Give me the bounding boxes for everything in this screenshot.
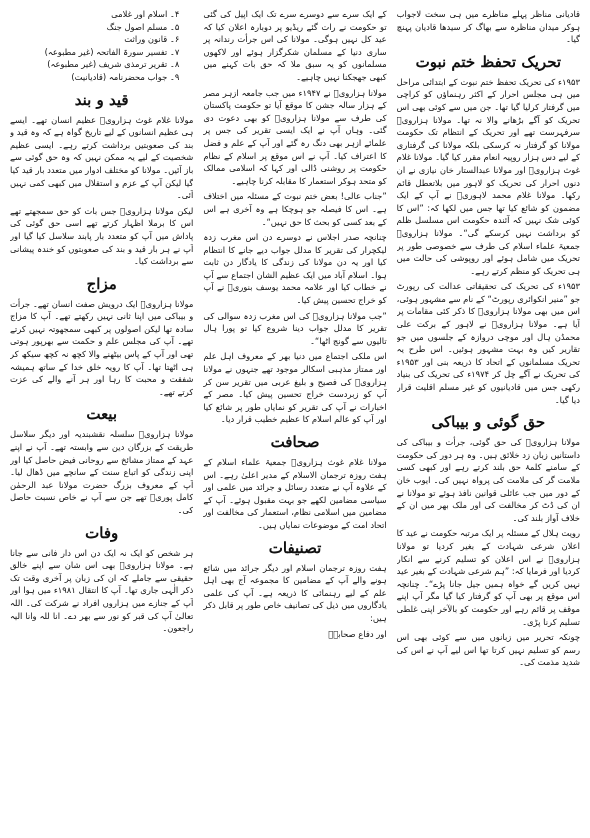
paragraph: کے ایک سرے سے دوسرے سرے تک ایک اپیل کی گئی تو حکومت نے رات گئے ریڈیو پر دوبارہ اعلان کیا کہ عید کل نہیں ہوگی۔ مولانا کی اس جرأت رندانہ پر ساری دنیا کے مسلمان شکرگزار ہوئے اور لاکھوں مسلمانوں کو یہ سبق ملا کہ حق بات کہنے میں کبھی جھجکنا نہیں چاہیے۔ — [203, 9, 387, 82]
section-heading-mizaj: مزاج — [86, 274, 117, 293]
paragraph: لیکن مولانا ہزارویؒ جس بات کو حق سمجھتے تھے اس کا برملا اظہار کرتے تھے اسی حق گوئی کی پاداش میں آپ کو متعدد بار پابند سلاسل کیا گیا اور آپ نے ہر بار قید و بند کی صعوبتوں کو خندہ پیشانی سے برداشت کیا۔ — [10, 205, 194, 267]
list-item: ۸۔ تقریر ترمذی شریف (غیر مطبوعہ) — [47, 59, 180, 70]
column-right — [397, 8, 580, 830]
paragraph: مولانا غلام غوث ہزارویؒ جمعیۃ علماء اسلام کے ہفت روزہ ترجمان الاسلام کے مدیر اعلیٰ رہے۔ اس کے علاوہ آپ نے متعدد رسائل و جرائد میں علمی اور سیاسی مضامین لکھے جو بہت مقبول ہوئے۔ آپ کے مضامین میں اسلامی نظام، استعمار کی مخالفت اور اتحاد امت کے موضوعات نمایاں ہیں۔ — [203, 457, 387, 530]
quote: ”جب مولانا ہزارویؒ کی اس مغرب زدہ سوالی کی تقریر کا مدلل جواب دینا شروع کیا تو پورا ہال تالیوں سے گونج اٹھا“۔ — [203, 310, 387, 346]
paragraph: ۱۹۵۳ء کی تحریک کی تحقیقاتی عدالت کی رپورٹ جو ”منیر انکوائری رپورٹ“ کے نام سے مشہور ہوئی، اس میں بھی مولانا ہزارویؒ کا ذکر کئی مقامات پر آیا ہے۔ مولانا ہزارویؒ نے لاہور کے برکت علی محمڈن ہال اور موچی دروازہ کے جلسوں میں جو تقاریر کیں وہ بہت مشہور ہوئیں۔ اس طرح یہ تحریک مسلمانوں کے اتحاد کا ذریعہ بنی اور ۱۹۵۳ء کی تحریک نے آگے چل کر ۱۹۷۴ء کی تحریک کی بنیاد رکھی جس میں قادیانیوں کو غیر مسلم اقلیت قرار دیا گیا۔ — [396, 281, 580, 405]
works-list — [10, 8, 193, 84]
paragraph: مولانا ہزارویؒ کی حق گوئی، جرأت و بیباکی کی داستانیں زبان زد خلائق ہیں۔ وہ ہر دور کی حکومت کے سامنے کلمۂ حق بلند کرتے رہے اور کبھی کسی ملامت گر کی ملامت کی پرواہ نہیں کی۔ ایوب خان کے دور میں جب عائلی قوانین نافذ ہوئے تو مولانا نے ان کی ڈٹ کر مخالفت کی اور ملک بھر میں ان کے خلاف آواز بلند کی۔ — [396, 437, 580, 523]
paragraph: رویت ہلال کے مسئلہ پر ایک مرتبہ حکومت نے عید کا اعلان شرعی شہادت کے بغیر کردیا تو مولانا ہزارویؒ نے اس اعلان کو تسلیم کرنے سے انکار کردیا اور فرمایا کہ: ”ہم شرعی شہادت کے بغیر عید نہیں کریں گے خواہ ہمیں جیل جانا پڑے“۔ چنانچہ اس موقع پر بھی آپ کو گرفتار کیا گیا مگر آپ اپنے موقف پر قائم رہے اور حکومت کو بالآخر اپنی غلطی تسلیم کرنا پڑی۔ — [396, 528, 580, 627]
list-item: ۷۔ تفسیر سورۃ الفاتحہ (غیر مطبوعہ) — [44, 46, 180, 57]
paragraph: مولانا ہزارویؒ سلسلہ نقشبندیہ اور دیگر سلاسل طریقت کے بزرگان دین سے وابستہ تھے۔ آپ نے اپنے عہد کے ممتاز مشائخ سے روحانی فیض حاصل کیا اور اپنی زندگی کو اتباع سنت کے سانچے میں ڈھال لیا۔ آپ کے معروف بزرگ حضرت مولانا عبد الرحمٰن کامل پوریؒ تھے جن سے آپ نے خاص نسبت حاصل کی۔ — [10, 429, 194, 515]
section-heading-sahafat: صحافت — [270, 433, 320, 451]
section-heading-wafat: وفات — [85, 523, 119, 542]
paragraph: اس ملکی اجتماع میں دنیا بھر کے معروف اہل علم اور ممتاز مذہبی اسکالر موجود تھے جنہوں نے مولانا ہزارویؒ کی فصیح و بلیغ عربی میں تقریر سن کر آپ کو زبردست خراج تحسین پیش کیا۔ مصر کے اخبارات نے آپ کی تقریر کو نمایاں طور پر شائع کیا اور آپ کو عالم اسلام کا عظیم خطیب قرار دیا۔ — [203, 351, 387, 425]
paragraph: چنانچہ صدر اجلاس نے دوسرے دن اس مغرب زدہ لیکچرار کی تقریر کا مدلل جواب دیے جانے کا انتظام کیا اور یہ دن مولانا کی زندگی کا یادگار دن ثابت ہوا۔ اسلام آباد میں ایک عظیم الشان اجتماع سے آپ نے خطاب کیا اور علامہ محمد یوسف بنوریؒ نے آپ کو خراج تحسین پیش کیا۔ — [203, 232, 387, 306]
list-item: ۶۔ قانون وراثت — [124, 34, 180, 45]
section-heading-bait: بیعت — [86, 405, 118, 424]
paragraph: مولانا ہزارویؒ نے ۱۹۴۷ء میں جب جامعہ ازہر مصر کے ہزار سالہ جشن کا موقع آیا تو حکومت پاکستان کی طرف سے مولانا ہزارویؒ کو بھی دعوت دی گئی۔ وہاں آپ نے ایک ایسی تقریر کی جس پر علمائے ازہر بھی دنگ رہ گئے اور آپ کے علم و فضل کا اعتراف کیا۔ آپ نے اس موقع پر اسلام کے نظام حکومت پر روشنی ڈالی اور کہا کہ اسلامی ممالک کو متحد ہوکر استعمار کا مقابلہ کرنا چاہیے۔ — [203, 87, 387, 186]
paragraph: مولانا غلام غوث ہزارویؒ عظیم انسان تھے۔ ایسے ہی عظیم انسانوں کے لیے تاریخ گواہ ہے کہ وہ قید و بند کی صعوبتیں برداشت کرتے رہے۔ ایسی عظیم شخصیت کے لیے یہ ممکن نہیں کہ وہ حق گوئی سے باز آئیں۔ مولانا کو مختلف ادوار میں متعدد بار قید کیا گیا لیکن آپ کے عزم و استقلال میں کبھی کمی نہیں آئی۔ — [10, 114, 194, 201]
paragraph: قادیانی مناظر پہلے مناظرے میں ہی سخت لاجواب ہوکر میدان مناظرہ سے بھاگ کر سیدھا قادیان پہنچ گیا۔ — [396, 9, 580, 45]
column-middle — [203, 8, 386, 830]
list-item: ۴۔ اسلام اور غلامی — [111, 9, 180, 19]
paragraph: ہر شخص کو ایک نہ ایک دن اس دار فانی سے جانا ہے۔ مولانا ہزارویؒ بھی اس شان سے اپنے خالق حقیقی سے جاملے کہ ان کی زبان پر آخری وقت تک ذکر الٰہی جاری تھا۔ آپ کا انتقال ۱۹۸۱ء میں ہوا اور آپ کے جنازے میں ہزاروں افراد نے شرکت کی۔ اللہ تعالیٰ آپ کی قبر کو نور سے بھر دے۔ انا للہ وانا الیہ راجعون۔ — [10, 547, 194, 634]
paragraph: ہفت روزہ ترجمان اسلام اور دیگر جرائد میں شائع ہونے والے آپ کے مضامین کا مجموعہ آج بھی اہل علم کے لیے رہنمائی کا ذریعہ ہے۔ آپ کی علمی یادگاروں میں ذیل کی تصانیف خاص طور پر قابل ذکر ہیں: — [203, 562, 387, 623]
paragraph: ۱۹۵۳ء کی تحریک تحفظ ختم نبوت کے ابتدائی مراحل میں ہی مجلس احرار کے اکثر رہنماؤں کو کراچی میں گرفتار کرلیا گیا تھا۔ جن میں سے کوئی بھی اس تحریک کو آگے بڑھانے والا نہ تھا۔ مولانا ہزارویؒ سرفہرست تھے اور تحریک کے انتظام تک حکومت مولانا کو گرفتار نہ کرسکی بلکہ مولانا کی گرفتاری کے لیے دس ہزار روپیہ انعام مقرر کیا گیا۔ مولانا غلام غوث ہزارویؒ اور مولانا عبدالستار خان نیازی نے ان دنوں احرار کی تحریک کو لاہور میں بلاتعطل قائم رکھا۔ مولانا غلام محمد لاہوریؒ نے آپ کے ایک مضمون کو شائع کیا تھا جس میں لکھا کہ: ”اس کا کوئی شک نہیں کہ آئندہ حکومت اس مسلسل ظلم کو برداشت نہیں کرسکے گی“۔ مولانا ہزارویؒ جمعیۃ علماء اسلام کی طرف سے خصوصی طور پر تحریک میں شامل ہوئے اور روپوشی کی حالت میں ہی تحریک کو منظم کرتے رہے۔ — [396, 76, 580, 276]
list-item: ۵۔ مسلم اصول جنگ — [106, 21, 180, 32]
list-item: ۹۔ جواب محضرنامہ (قادیانیت) — [71, 71, 180, 82]
section-heading-khatm-e-nubuwwat: تحریک تحفظ ختم نبوت — [415, 52, 562, 71]
paragraph: چونکہ تحریر میں زبانوں میں سے کوئی بھی اس رسم کو تسلیم نہیں کرتا تھا اس لیے آپ نے اس کی شدید مذمت کی۔ — [396, 632, 580, 668]
section-heading-qaid-o-band: قید و بند — [74, 90, 129, 109]
section-heading-haq-goi: حق گوئی و بیباکی — [431, 413, 546, 432]
paragraph: اور دفاع صحابہؓ — [328, 628, 387, 639]
paragraph: مولانا ہزارویؒ ایک درویش صفت انسان تھے۔ جرأت و بیباکی میں اپنا ثانی نہیں رکھتے تھے۔ آپ کا مزاج سادہ تھا لیکن اصولوں پر کبھی سمجھوتہ نہیں کرتے تھے۔ آپ کی مجلس علم و حکمت سے بھرپور ہوتی تھی اور آپ کے پاس بیٹھنے والا کچھ نہ کچھ سیکھ کر ہی اٹھتا تھا۔ آپ کا رویہ خلق خدا کے ساتھ ہمیشہ شفقت و محبت کا رہا اور ہر آنے والے کی عزت کرتے تھے۔ — [10, 298, 194, 397]
column-left — [10, 8, 193, 830]
section-heading-tasneefat: تصنیفات — [268, 538, 322, 557]
quote: ”جناب عالی! بعض ختم نبوت کے مسئلہ میں اختلاف ہے۔ اس کا فیصلہ جو ہوچکا ہے وہ آخری ہے اس کے بعد کسی کو بحث کا حق نہیں“۔ — [203, 191, 387, 227]
